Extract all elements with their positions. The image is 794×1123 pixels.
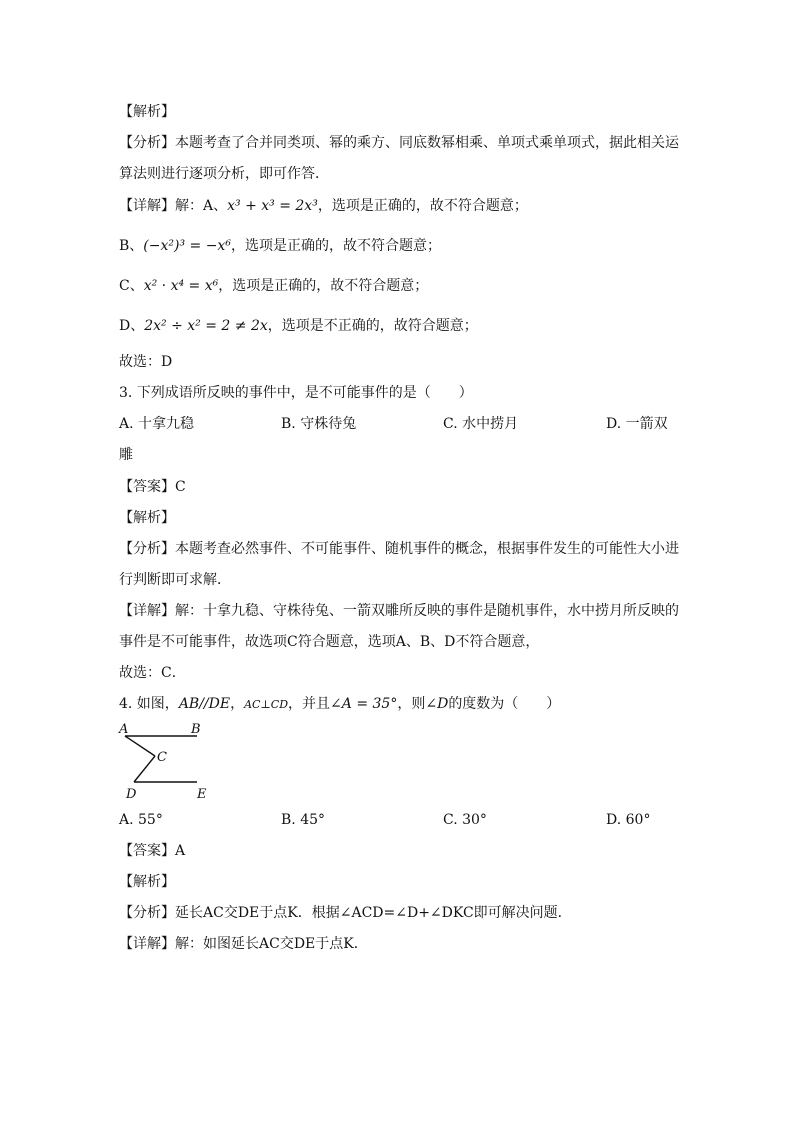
detail-option-a [119,196,528,216]
q4-sep1: ， [230,696,245,712]
answer-4: 【答案】A [119,843,186,859]
detail-option-c [119,276,428,296]
line-ac [125,736,155,756]
q4-prefix: 4. 如图， [119,696,179,712]
detail-suffix: ，选项是不正确的，故符合题意； [267,318,478,334]
math-expr-a: x³ + x³ = 2x³ [227,198,318,214]
q4-option-b: B. 45° [281,812,326,828]
detail-prefix: B、 [119,238,144,254]
geometry-figure [117,720,227,802]
q3-option-d-wrap: 雕 [119,447,133,463]
math-angle-a: ∠A = 35° [330,696,398,712]
q4-option-d: D. 60° [606,812,651,828]
detail-prefix: C、 [119,278,144,294]
analysis-heading-3: 【解析】 [119,510,175,526]
math-ac-perp-cd: AC⊥CD [244,698,289,711]
detail-3-text-1: 【详解】解：十拿九稳、守株待兔、一箭双雕所反映的事件是随机事件，水中捞月所反映的 [119,603,679,619]
analysis-heading-4: 【解析】 [119,874,175,890]
analysis-3-text-2: 行判断即可求解． [119,572,231,588]
analysis-4-text: 【分析】延长AC交DE于点K．根据∠ACD=∠D+∠DKC即可解决问题． [119,905,572,921]
q4-sep2: ，并且 [288,696,331,712]
detail-suffix: ，选项是正确的，故不符合题意； [230,238,441,254]
analysis-3-text-1: 【分析】本题考查必然事件、不可能事件、随机事件的概念，根据事件发生的可能性大小进 [119,541,679,557]
label-b: B [191,722,201,737]
analysis-heading: 【解析】 [119,104,175,120]
label-d: D [126,787,137,802]
math-angle-d: ∠D [425,696,449,712]
answer-choice-1: 故选：D [119,354,173,370]
math-expr-c: x² · x⁴ = x⁶ [143,278,219,294]
q4-suffix: 的度数为（ ） [448,696,561,712]
line-cd [134,756,155,782]
math-expr-d: 2x² ÷ x² = 2 ≠ 2x [144,318,268,334]
detail-suffix: ，选项是正确的，故不符合题意； [317,198,528,214]
label-e: E [197,787,207,802]
answer-3: 【答案】C [119,479,186,495]
answer-choice-3: 故选：C． [119,665,186,681]
detail-3-text-2: 事件是不可能事件，故选项C符合题意，选项A、B、D不符合题意， [119,634,540,650]
detail-option-b [119,236,441,256]
detail-4-text: 【详解】解：如图延长AC交DE于点K． [119,936,368,952]
detail-prefix: D、 [119,318,145,334]
q3-option-d: D. 一箭双 [606,416,668,432]
q3-option-c: C. 水中捞月 [443,416,519,432]
detail-prefix: 【详解】解：A、 [119,198,228,214]
math-ab-parallel-de: AB//DE [178,696,231,712]
label-c: C [157,750,167,765]
question-3: 3. 下列成语所反映的事件中，是不可能事件的是（ ） [119,385,473,401]
q4-option-a: A. 55° [119,812,163,828]
analysis-text-1: 【分析】本题考查了合并同类项、幂的乘方、同底数幂相乘、单项式乘单项式，据此相关运 [119,135,679,151]
q3-option-b: B. 守株待兔 [281,416,357,432]
analysis-text-2: 算法则进行逐项分析，即可作答． [119,166,329,182]
detail-suffix: ，选项是正确的，故不符合题意； [218,278,429,294]
math-expr-b: (−x²)³ = −x⁶ [143,238,231,254]
detail-option-d [119,316,478,336]
q4-option-c: C. 30° [443,812,487,828]
q4-sep3: ，则 [397,696,426,712]
q3-option-a: A. 十拿九稳 [119,416,195,432]
label-a: A [119,722,129,737]
question-4 [119,694,560,715]
